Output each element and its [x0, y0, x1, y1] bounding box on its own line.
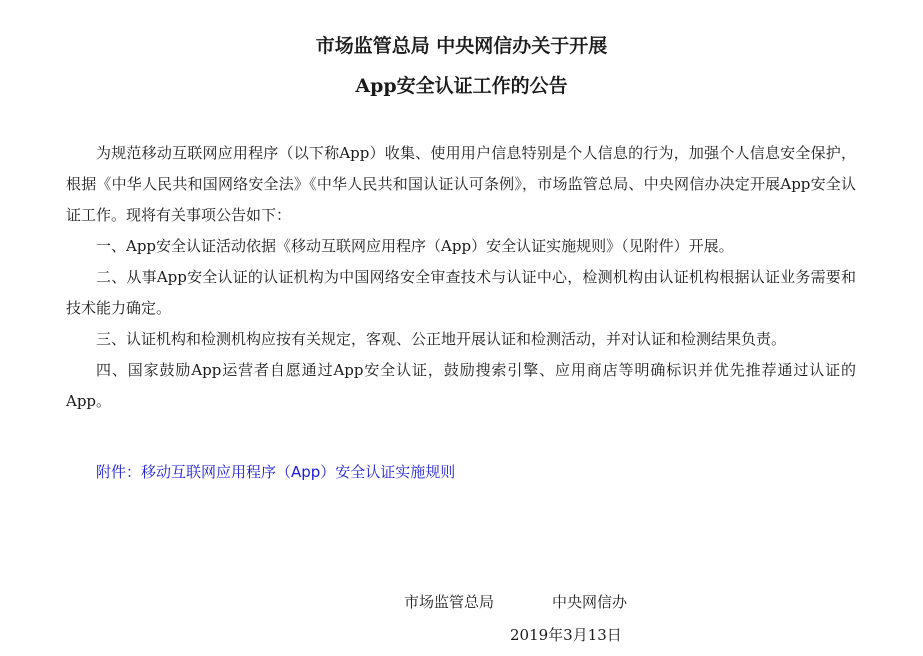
item-1-paragraph: 一、App安全认证活动依据《移动互联网应用程序（App）安全认证实施规则》（见附件）开展。 — [96, 237, 734, 255]
announcement-title-line-2: App安全认证工作的公告 — [355, 75, 568, 97]
intro-paragraph: 为规范移动互联网应用程序（以下称App）收集、使用用户信息特别是个人信息的行为，加强个人信息安全保护，根据《中华人民共和国网络安全法》《中华人民共和国认证认可条例》，市场监管总局、中央网信办决定开展App安全认证工作。现将有关事项公告如下： — [66, 144, 856, 224]
signer-cyberspace-office: 中央网信办 — [552, 593, 628, 611]
item-4-paragraph: 四、国家鼓励App运营者自愿通过App安全认证，鼓励搜索引擎、应用商店等明确标识并优先推荐通过认证的App。 — [66, 361, 856, 410]
attachment-link[interactable]: 附件：移动互联网应用程序（App）安全认证实施规则 — [96, 463, 456, 481]
signature-date: 2019年3月13日 — [510, 626, 622, 644]
announcement-title-line-1: 市场监管总局 中央网信办关于开展 — [315, 35, 608, 57]
announcement-body — [66, 138, 856, 417]
item-3-paragraph: 三、认证机构和检测机构应按有关规定，客观、公正地开展认证和检测活动，并对认证和检测结果负责。 — [96, 330, 787, 348]
item-2-paragraph: 二、从事App安全认证的认证机构为中国网络安全审查技术与认证中心，检测机构由认证机构根据认证业务需要和技术能力确定。 — [66, 268, 856, 317]
signer-market-regulation: 市场监管总局 — [404, 593, 495, 611]
